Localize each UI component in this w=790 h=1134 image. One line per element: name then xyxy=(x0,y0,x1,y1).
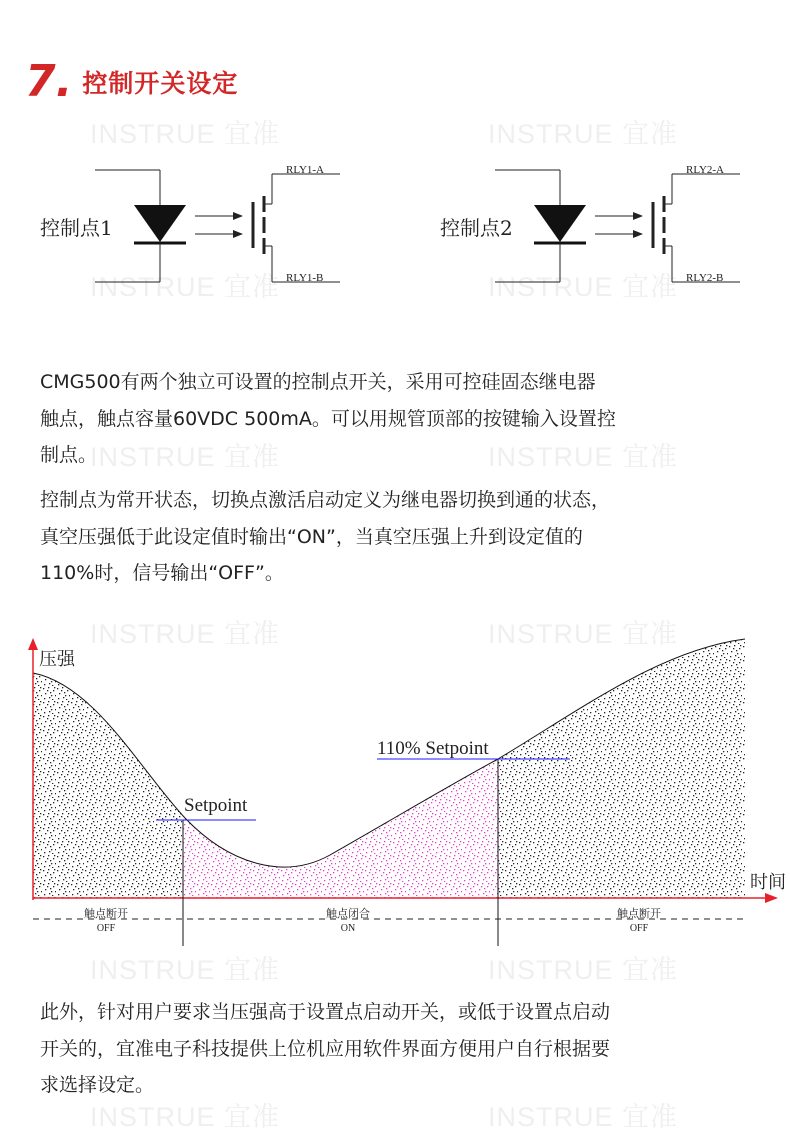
control-point-label: 控制点1 xyxy=(40,216,113,240)
relay-pin-a-label: RLY1-A xyxy=(286,164,325,176)
section-title: 控制开关设定 xyxy=(82,69,239,98)
relay-pin-b-label: RLY1-B xyxy=(286,272,324,284)
text-line: 开关的，宜准电子科技提供上位机应用软件界面方便用户自行根据要 xyxy=(40,1037,611,1060)
section-number: 7. xyxy=(25,56,73,107)
relay-diagram-1 xyxy=(40,150,340,290)
state-en-label: OFF xyxy=(96,923,116,934)
text-line: CMG500有两个独立可设置的控制点开关，采用可控硅固态继电器 xyxy=(40,371,596,393)
watermark: INSTRUE 宜准 xyxy=(90,955,281,985)
section-heading xyxy=(25,56,239,107)
text-line: 控制点为常开状态，切换点激活启动定义为继电器切换到通的状态， xyxy=(40,489,611,511)
watermark: INSTRUE 宜准 xyxy=(90,1102,281,1132)
setpoint-label: Setpoint xyxy=(184,795,248,816)
watermark: INSTRUE 宜准 xyxy=(488,272,679,302)
text-line: 此外，针对用户要求当压强高于设置点启动开关，或低于设置点启动 xyxy=(40,1001,611,1023)
diode-icon xyxy=(534,205,586,242)
setpoint-graph xyxy=(0,630,790,950)
x-axis-arrow-icon xyxy=(765,893,778,903)
watermark: INSTRUE 宜准 xyxy=(90,619,281,649)
state-en-label: ON xyxy=(340,923,356,934)
text-line: 制点。 xyxy=(40,444,98,466)
x-axis-label: 时间 xyxy=(750,872,786,893)
setpoint-110-label: 110% Setpoint xyxy=(377,738,489,759)
text-line: 求选择设定。 xyxy=(40,1074,155,1096)
text-line: 110%时，信号输出“OFF”。 xyxy=(40,562,284,584)
state-on xyxy=(320,906,376,936)
diode-icon xyxy=(134,205,186,242)
description-paragraph-1 xyxy=(40,364,755,474)
relay-diagram-2 xyxy=(440,150,740,290)
description-paragraph-3 xyxy=(40,994,755,1104)
watermark: INSTRUE 宜准 xyxy=(488,119,679,149)
watermark: INSTRUE 宜准 xyxy=(90,442,281,472)
text-line: 触点，触点容量60VDC 500mA。可以用规管顶部的按键输入设置控 xyxy=(40,407,616,430)
state-cn-label: 触点断开 xyxy=(617,907,661,920)
pressure-area xyxy=(33,639,745,898)
state-cn-label: 触点闭合 xyxy=(326,907,370,920)
watermark: INSTRUE 宜准 xyxy=(90,272,281,302)
description-paragraph-2 xyxy=(40,482,755,592)
watermark: INSTRUE 宜准 xyxy=(90,119,281,149)
relay-pin-a-label: RLY2-A xyxy=(686,164,725,176)
relay-pin-b-label: RLY2-B xyxy=(686,272,724,284)
watermark: INSTRUE 宜准 xyxy=(488,619,679,649)
state-off-left xyxy=(78,906,134,936)
state-cn-label: 触点断开 xyxy=(84,907,128,920)
state-off-right xyxy=(611,906,667,936)
y-axis-label: 压强 xyxy=(39,649,75,670)
control-point-label: 控制点2 xyxy=(440,216,513,240)
y-axis-arrow-icon xyxy=(28,638,38,650)
watermark: INSTRUE 宜准 xyxy=(488,1102,679,1132)
watermark: INSTRUE 宜准 xyxy=(488,442,679,472)
text-line: 真空压强低于此设定值时输出“ON”，当真空压强上升到设定值的 xyxy=(40,525,583,548)
watermark: INSTRUE 宜准 xyxy=(488,955,679,985)
state-en-label: OFF xyxy=(629,923,649,934)
